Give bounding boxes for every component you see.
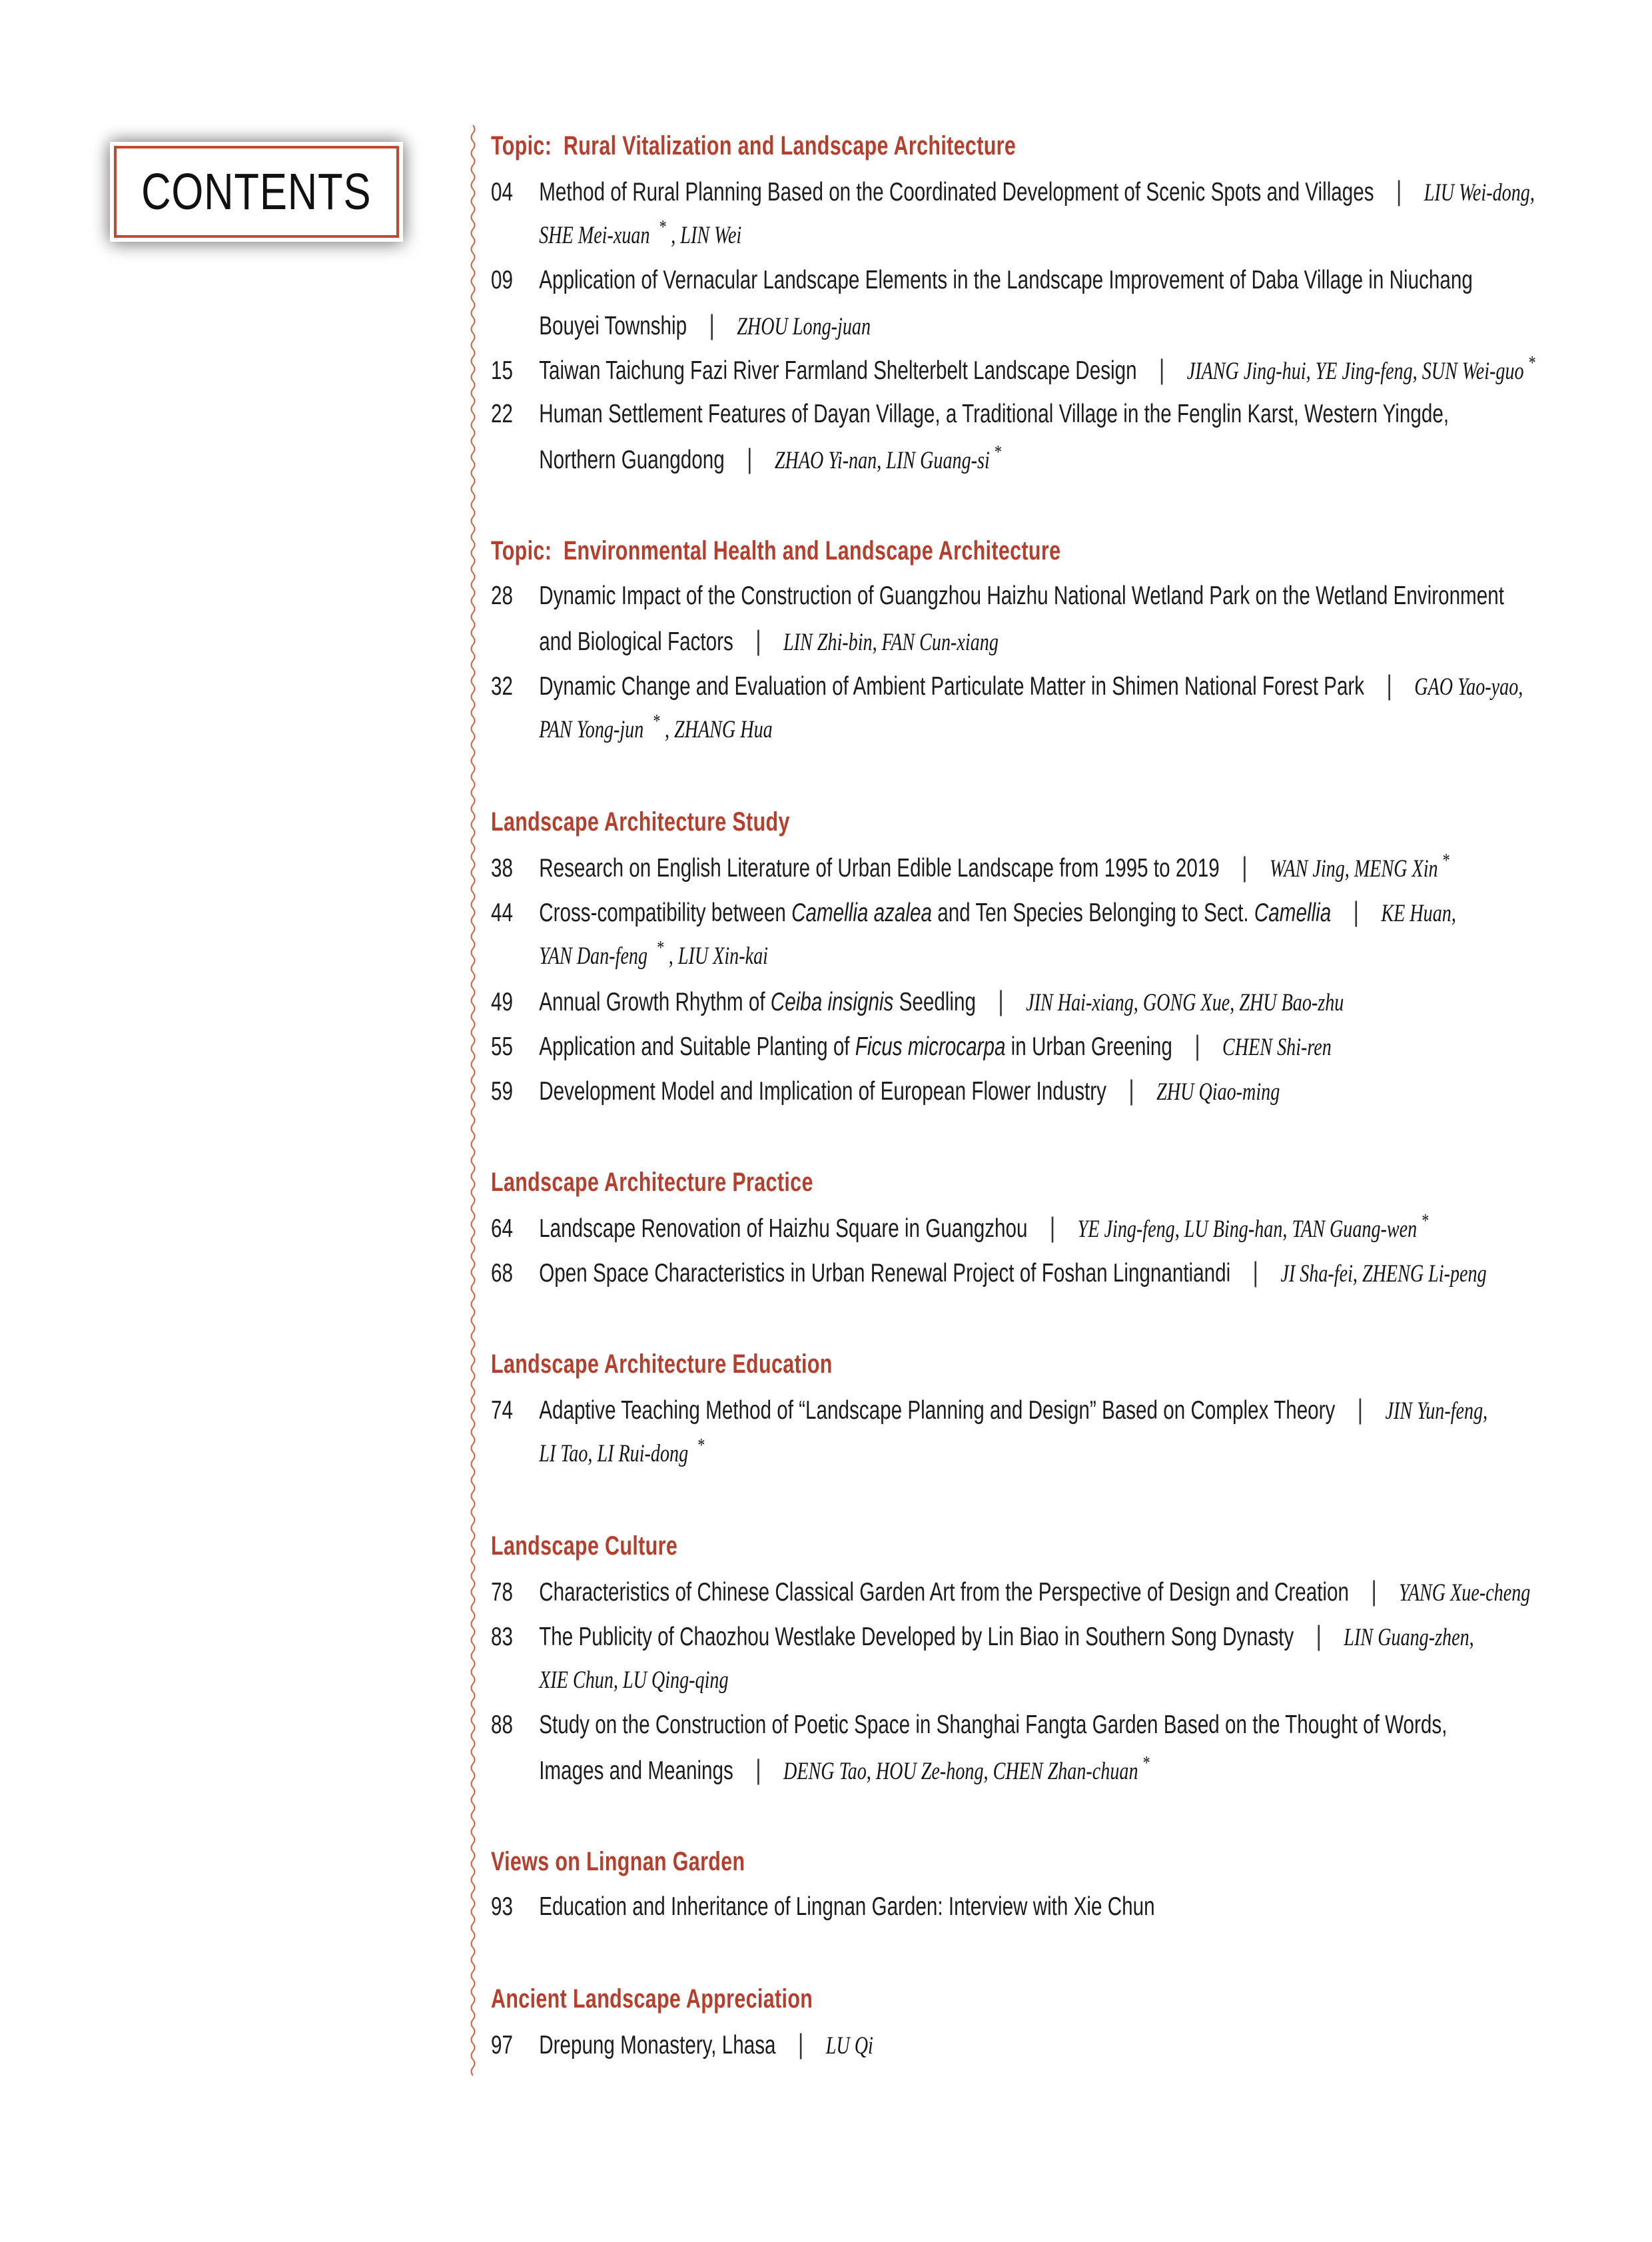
section-heading bbox=[491, 1977, 1637, 2022]
entry-authors: JIN Hai-xiang, GONG Xue, ZHU Bao-zhu bbox=[1026, 989, 1344, 1016]
wavy-divider-path bbox=[472, 125, 475, 2075]
entry-title: Research on English Literature of Urban Edible Landscape from 1995 to 2019 bbox=[539, 854, 1220, 883]
entry-row-content bbox=[491, 1431, 709, 1481]
entry-title: in Urban Greening bbox=[1005, 1032, 1172, 1061]
entry-row bbox=[491, 663, 1637, 707]
entry-row-content bbox=[491, 1747, 1154, 1798]
entry-page-number: 88 bbox=[491, 1710, 513, 1739]
entry-title-italic: Ceiba insignis bbox=[770, 988, 894, 1016]
section-heading bbox=[491, 1342, 1637, 1387]
entry-title: Education and Inheritance of Lingnan Garden: Interview with Xie Chun bbox=[539, 1892, 1155, 1921]
entry-authors: LIU Wei-dong, bbox=[1424, 179, 1535, 206]
entry-authors: , LIN Wei bbox=[671, 222, 742, 249]
section-heading-text: Landscape Architecture Education bbox=[491, 1349, 833, 1379]
section-heading-text: Landscape Architecture Study bbox=[491, 807, 790, 837]
entry-page-number: 78 bbox=[491, 1578, 513, 1607]
title-author-separator: | bbox=[998, 985, 1004, 1016]
title-author-separator: | bbox=[1371, 1575, 1377, 1607]
entry-title: Method of Rural Planning Based on the Coordinated Development of Scenic Spots and Villages bbox=[539, 178, 1374, 206]
entry-row-content bbox=[491, 169, 1535, 220]
corresponding-author-asterisk: * bbox=[656, 937, 664, 958]
entry-title: Drepung Monastery, Lhasa bbox=[539, 2031, 776, 2059]
section-heading bbox=[491, 1160, 1637, 1205]
contents-title: CONTENTS bbox=[141, 163, 372, 220]
entry-title: Adaptive Teaching Method of “Landscape Planning and Design” Based on Complex Theory bbox=[539, 1396, 1336, 1425]
entry-title: Human Settlement Features of Dayan Village, a Traditional Village in the Fenglin Karst, Western Yingde, bbox=[539, 400, 1449, 428]
corresponding-author-asterisk: * bbox=[993, 442, 1001, 463]
entry-row bbox=[491, 573, 1637, 618]
entry-page-number: 59 bbox=[491, 1077, 513, 1106]
section-heading-text: Landscape Culture bbox=[491, 1531, 678, 1561]
section-heading-text: Views on Lingnan Garden bbox=[491, 1847, 745, 1876]
entry-page-number: 83 bbox=[491, 1623, 513, 1651]
title-author-separator: | bbox=[1049, 1212, 1056, 1243]
entry-page-number: 44 bbox=[491, 899, 513, 927]
entry-title: The Publicity of Chaozhou Westlake Developed by Lin Biao in Southern Song Dynasty bbox=[539, 1623, 1294, 1651]
entry-page-number: 93 bbox=[491, 1892, 513, 1921]
entry-row-content bbox=[491, 978, 1344, 1030]
corresponding-author-asterisk: * bbox=[1421, 1210, 1429, 1232]
title-author-separator: | bbox=[755, 1754, 761, 1785]
title-author-separator: | bbox=[1194, 1030, 1200, 1061]
toc-entry bbox=[491, 392, 1637, 481]
section-heading bbox=[491, 529, 1637, 573]
toc-entry bbox=[491, 169, 1637, 258]
entry-row bbox=[491, 1068, 1637, 1112]
entry-page-number: 49 bbox=[491, 988, 513, 1016]
entry-title: Cross-compatibility between bbox=[539, 899, 792, 927]
toc-entry bbox=[491, 1023, 1637, 1068]
entry-authors: SHE Mei-xuan bbox=[539, 222, 655, 249]
entry-title: Dynamic Impact of the Construction of Guangzhou Haizhu National Wetland Park on the Wetland Environment bbox=[539, 581, 1504, 610]
entry-row bbox=[491, 889, 1637, 934]
entry-row bbox=[491, 1702, 1637, 1747]
title-author-separator: | bbox=[1242, 851, 1248, 883]
entry-page-number: 22 bbox=[491, 400, 513, 428]
entry-page-number: 38 bbox=[491, 854, 513, 883]
entry-row bbox=[491, 1205, 1637, 1250]
entry-row bbox=[491, 1747, 1637, 1792]
entry-authors: WAN Jing, MENG Xin bbox=[1269, 855, 1438, 883]
contents-box-border bbox=[114, 146, 399, 238]
toc-section bbox=[491, 124, 1637, 481]
corresponding-author-asterisk: * bbox=[697, 1435, 705, 1456]
entry-row bbox=[491, 934, 1637, 978]
entry-row bbox=[491, 258, 1637, 302]
entry-title: Landscape Renovation of Haizhu Square in Guangzhou bbox=[539, 1214, 1028, 1243]
toc-section bbox=[491, 1342, 1637, 1476]
section-heading-text: Topic: Rural Vitalization and Landscape Architecture bbox=[491, 131, 1017, 161]
entry-row bbox=[491, 1387, 1637, 1431]
entry-title: Application and Suitable Planting of bbox=[539, 1032, 855, 1061]
entry-page-number: 09 bbox=[491, 266, 513, 294]
entry-title-italic: Camellia bbox=[1254, 899, 1332, 927]
toc-entry bbox=[491, 1613, 1637, 1702]
section-heading bbox=[491, 1840, 1637, 1884]
entry-page-number: 64 bbox=[491, 1214, 513, 1243]
entry-row-content bbox=[491, 1387, 1487, 1438]
section-heading-text: Landscape Architecture Practice bbox=[491, 1168, 813, 1197]
entry-row-content bbox=[491, 1658, 729, 1707]
title-author-separator: | bbox=[797, 2028, 804, 2059]
entry-row bbox=[491, 169, 1637, 213]
toc bbox=[491, 124, 1637, 2066]
entry-page-number: 32 bbox=[491, 672, 513, 701]
entry-row-content bbox=[491, 302, 871, 354]
entry-authors: JI Sha-fei, ZHENG Li-peng bbox=[1280, 1260, 1487, 1288]
entry-authors: , ZHANG Hua bbox=[664, 716, 773, 743]
entry-row bbox=[491, 1250, 1637, 1294]
entry-row bbox=[491, 1658, 1637, 1702]
entry-page-number: 74 bbox=[491, 1396, 513, 1425]
toc-entry bbox=[491, 1702, 1637, 1792]
entry-row-content bbox=[491, 573, 1504, 623]
entry-row-content bbox=[491, 845, 1454, 896]
title-author-separator: | bbox=[1396, 175, 1402, 206]
toc-entry bbox=[491, 258, 1637, 347]
entry-row-content bbox=[491, 2022, 873, 2073]
contents-box bbox=[110, 142, 403, 242]
corresponding-author-asterisk: * bbox=[658, 216, 666, 238]
entry-row bbox=[491, 1431, 1637, 1476]
entry-authors: LI Tao, LI Rui-dong bbox=[539, 1440, 693, 1467]
entry-authors: YE Jing-feng, LU Bing-han, TAN Guang-wen bbox=[1077, 1216, 1418, 1243]
entry-row-content bbox=[491, 663, 1523, 714]
section-heading-text: Ancient Landscape Appreciation bbox=[491, 1984, 813, 2014]
entry-row bbox=[491, 1884, 1637, 1929]
entry-authors: LIN Guang-zhen, bbox=[1344, 1624, 1474, 1651]
entry-authors: YAN Dan-feng bbox=[539, 942, 653, 970]
toc-entry bbox=[491, 889, 1637, 978]
entry-row-content bbox=[491, 1613, 1474, 1665]
entry-title: and Ten Species Belonging to Sect. bbox=[931, 899, 1254, 927]
entry-row-content bbox=[491, 889, 1456, 940]
corresponding-author-asterisk: * bbox=[1527, 352, 1535, 374]
entry-row bbox=[491, 978, 1637, 1023]
entry-title: Application of Vernacular Landscape Elements in the Landscape Improvement of Daba Village in Niuchang bbox=[539, 266, 1473, 294]
toc-entry bbox=[491, 978, 1637, 1023]
entry-row bbox=[491, 302, 1637, 347]
entry-row bbox=[491, 1023, 1637, 1068]
entry-authors: YANG Xue-cheng bbox=[1399, 1579, 1531, 1607]
entry-row-content bbox=[491, 258, 1473, 308]
entry-row-content bbox=[491, 1702, 1447, 1752]
entry-page-number: 55 bbox=[491, 1032, 513, 1061]
entry-page-number: 04 bbox=[491, 178, 513, 206]
entry-row-content bbox=[491, 1250, 1487, 1301]
entry-row bbox=[491, 707, 1637, 752]
entry-row-content bbox=[491, 1205, 1434, 1256]
entry-row-content bbox=[491, 618, 999, 669]
wavy-divider bbox=[468, 125, 478, 2083]
entry-row-content bbox=[491, 934, 768, 983]
corresponding-author-asterisk: * bbox=[652, 711, 660, 732]
toc-entry bbox=[491, 1884, 1637, 1929]
entry-row-content bbox=[491, 1068, 1280, 1119]
toc-entry bbox=[491, 1205, 1637, 1250]
toc-entry bbox=[491, 573, 1637, 663]
entry-title: Open Space Characteristics in Urban Renewal Project of Foshan Lingnantiandi bbox=[539, 1259, 1231, 1288]
toc-entry bbox=[491, 1569, 1637, 1613]
entry-row bbox=[491, 392, 1637, 436]
entry-row-content bbox=[491, 1884, 1155, 1934]
entry-row bbox=[491, 436, 1637, 481]
title-author-separator: | bbox=[1357, 1393, 1364, 1425]
entry-authors: , LIU Xin-kai bbox=[668, 942, 768, 970]
entry-row-content bbox=[491, 213, 741, 262]
title-author-separator: | bbox=[1316, 1620, 1322, 1651]
title-author-separator: | bbox=[1386, 669, 1392, 701]
toc-section bbox=[491, 1160, 1637, 1294]
toc-entry bbox=[491, 845, 1637, 889]
entry-row bbox=[491, 1613, 1637, 1658]
toc-section bbox=[491, 529, 1637, 752]
entry-page-number: 68 bbox=[491, 1259, 513, 1288]
entry-authors: LU Qi bbox=[825, 2032, 873, 2059]
entry-row bbox=[491, 618, 1637, 663]
entry-page-number: 28 bbox=[491, 581, 513, 610]
entry-page-number: 97 bbox=[491, 2031, 513, 2059]
entry-authors: JIANG Jing-hui, YE Jing-feng, SUN Wei-guo bbox=[1186, 358, 1524, 385]
entry-authors: GAO Yao-yao, bbox=[1414, 673, 1523, 701]
title-author-separator: | bbox=[1159, 354, 1165, 385]
toc-entry bbox=[491, 1068, 1637, 1112]
entry-title: Taiwan Taichung Fazi River Farmland Shelterbelt Landscape Design bbox=[539, 356, 1137, 385]
entry-authors: ZHU Qiao-ming bbox=[1156, 1078, 1280, 1106]
entry-authors: PAN Yong-jun bbox=[539, 716, 649, 743]
toc-entry bbox=[491, 2022, 1637, 2066]
entry-row-content bbox=[491, 436, 1006, 488]
title-author-separator: | bbox=[709, 309, 715, 340]
toc-entry bbox=[491, 663, 1637, 752]
entry-row-content bbox=[491, 347, 1540, 398]
entry-page-number: 15 bbox=[491, 356, 513, 385]
entry-title: Study on the Construction of Poetic Space in Shanghai Fangta Garden Based on the Thought of Words, bbox=[539, 1710, 1447, 1739]
entry-title: Images and Meanings bbox=[539, 1756, 733, 1785]
entry-row bbox=[491, 213, 1637, 258]
entry-title: and Biological Factors bbox=[539, 627, 733, 656]
entry-authors: DENG Tao, HOU Ze-hong, CHEN Zhan-chuan bbox=[783, 1758, 1138, 1785]
entry-row-content bbox=[491, 392, 1449, 442]
title-author-separator: | bbox=[1128, 1074, 1134, 1106]
toc-entry bbox=[491, 1387, 1637, 1476]
entry-authors: KE Huan, bbox=[1381, 900, 1456, 927]
entry-row bbox=[491, 2022, 1637, 2066]
entry-authors: XIE Chun, LU Qing-qing bbox=[539, 1667, 729, 1694]
toc-section bbox=[491, 1840, 1637, 1929]
entry-row-content bbox=[491, 1023, 1332, 1074]
entry-authors: ZHAO Yi-nan, LIN Guang-si bbox=[774, 447, 990, 474]
entry-title-italic: Camellia azalea bbox=[791, 899, 932, 927]
entry-row bbox=[491, 1569, 1637, 1613]
toc-section bbox=[491, 1977, 1637, 2066]
entry-row bbox=[491, 347, 1637, 392]
title-author-separator: | bbox=[1353, 896, 1359, 927]
corresponding-author-asterisk: * bbox=[1142, 1752, 1150, 1774]
title-author-separator: | bbox=[747, 443, 753, 474]
toc-section bbox=[491, 1524, 1637, 1792]
toc-section bbox=[491, 800, 1637, 1112]
corresponding-author-asterisk: * bbox=[1442, 850, 1449, 871]
title-author-separator: | bbox=[755, 625, 761, 656]
toc-entry bbox=[491, 1250, 1637, 1294]
entry-title: Characteristics of Chinese Classical Garden Art from the Perspective of Design and Creation bbox=[539, 1578, 1349, 1607]
section-heading bbox=[491, 800, 1637, 845]
entry-title-italic: Ficus microcarpa bbox=[855, 1032, 1006, 1061]
entry-authors: JIN Yun-feng, bbox=[1385, 1397, 1488, 1425]
entry-authors: ZHOU Long-juan bbox=[737, 313, 871, 340]
toc-entry bbox=[491, 347, 1637, 392]
entry-row-content bbox=[491, 1569, 1530, 1620]
entry-authors: LIN Zhi-bin, FAN Cun-xiang bbox=[783, 629, 999, 656]
section-heading bbox=[491, 124, 1637, 169]
entry-title: Seedling bbox=[893, 988, 976, 1016]
section-heading-text: Topic: Environmental Health and Landscape Architecture bbox=[491, 536, 1061, 565]
entry-title: Dynamic Change and Evaluation of Ambient Particulate Matter in Shimen National Forest Park bbox=[539, 672, 1365, 701]
section-heading bbox=[491, 1524, 1637, 1569]
entry-title: Development Model and Implication of European Flower Industry bbox=[539, 1077, 1106, 1106]
entry-authors: CHEN Shi-ren bbox=[1222, 1034, 1332, 1061]
entry-title: Northern Guangdong bbox=[539, 446, 725, 474]
entry-title: Bouyei Township bbox=[539, 312, 687, 340]
entry-row-content bbox=[491, 707, 773, 757]
entry-row bbox=[491, 845, 1637, 889]
title-author-separator: | bbox=[1252, 1256, 1258, 1288]
entry-title: Annual Growth Rhythm of bbox=[539, 988, 771, 1016]
